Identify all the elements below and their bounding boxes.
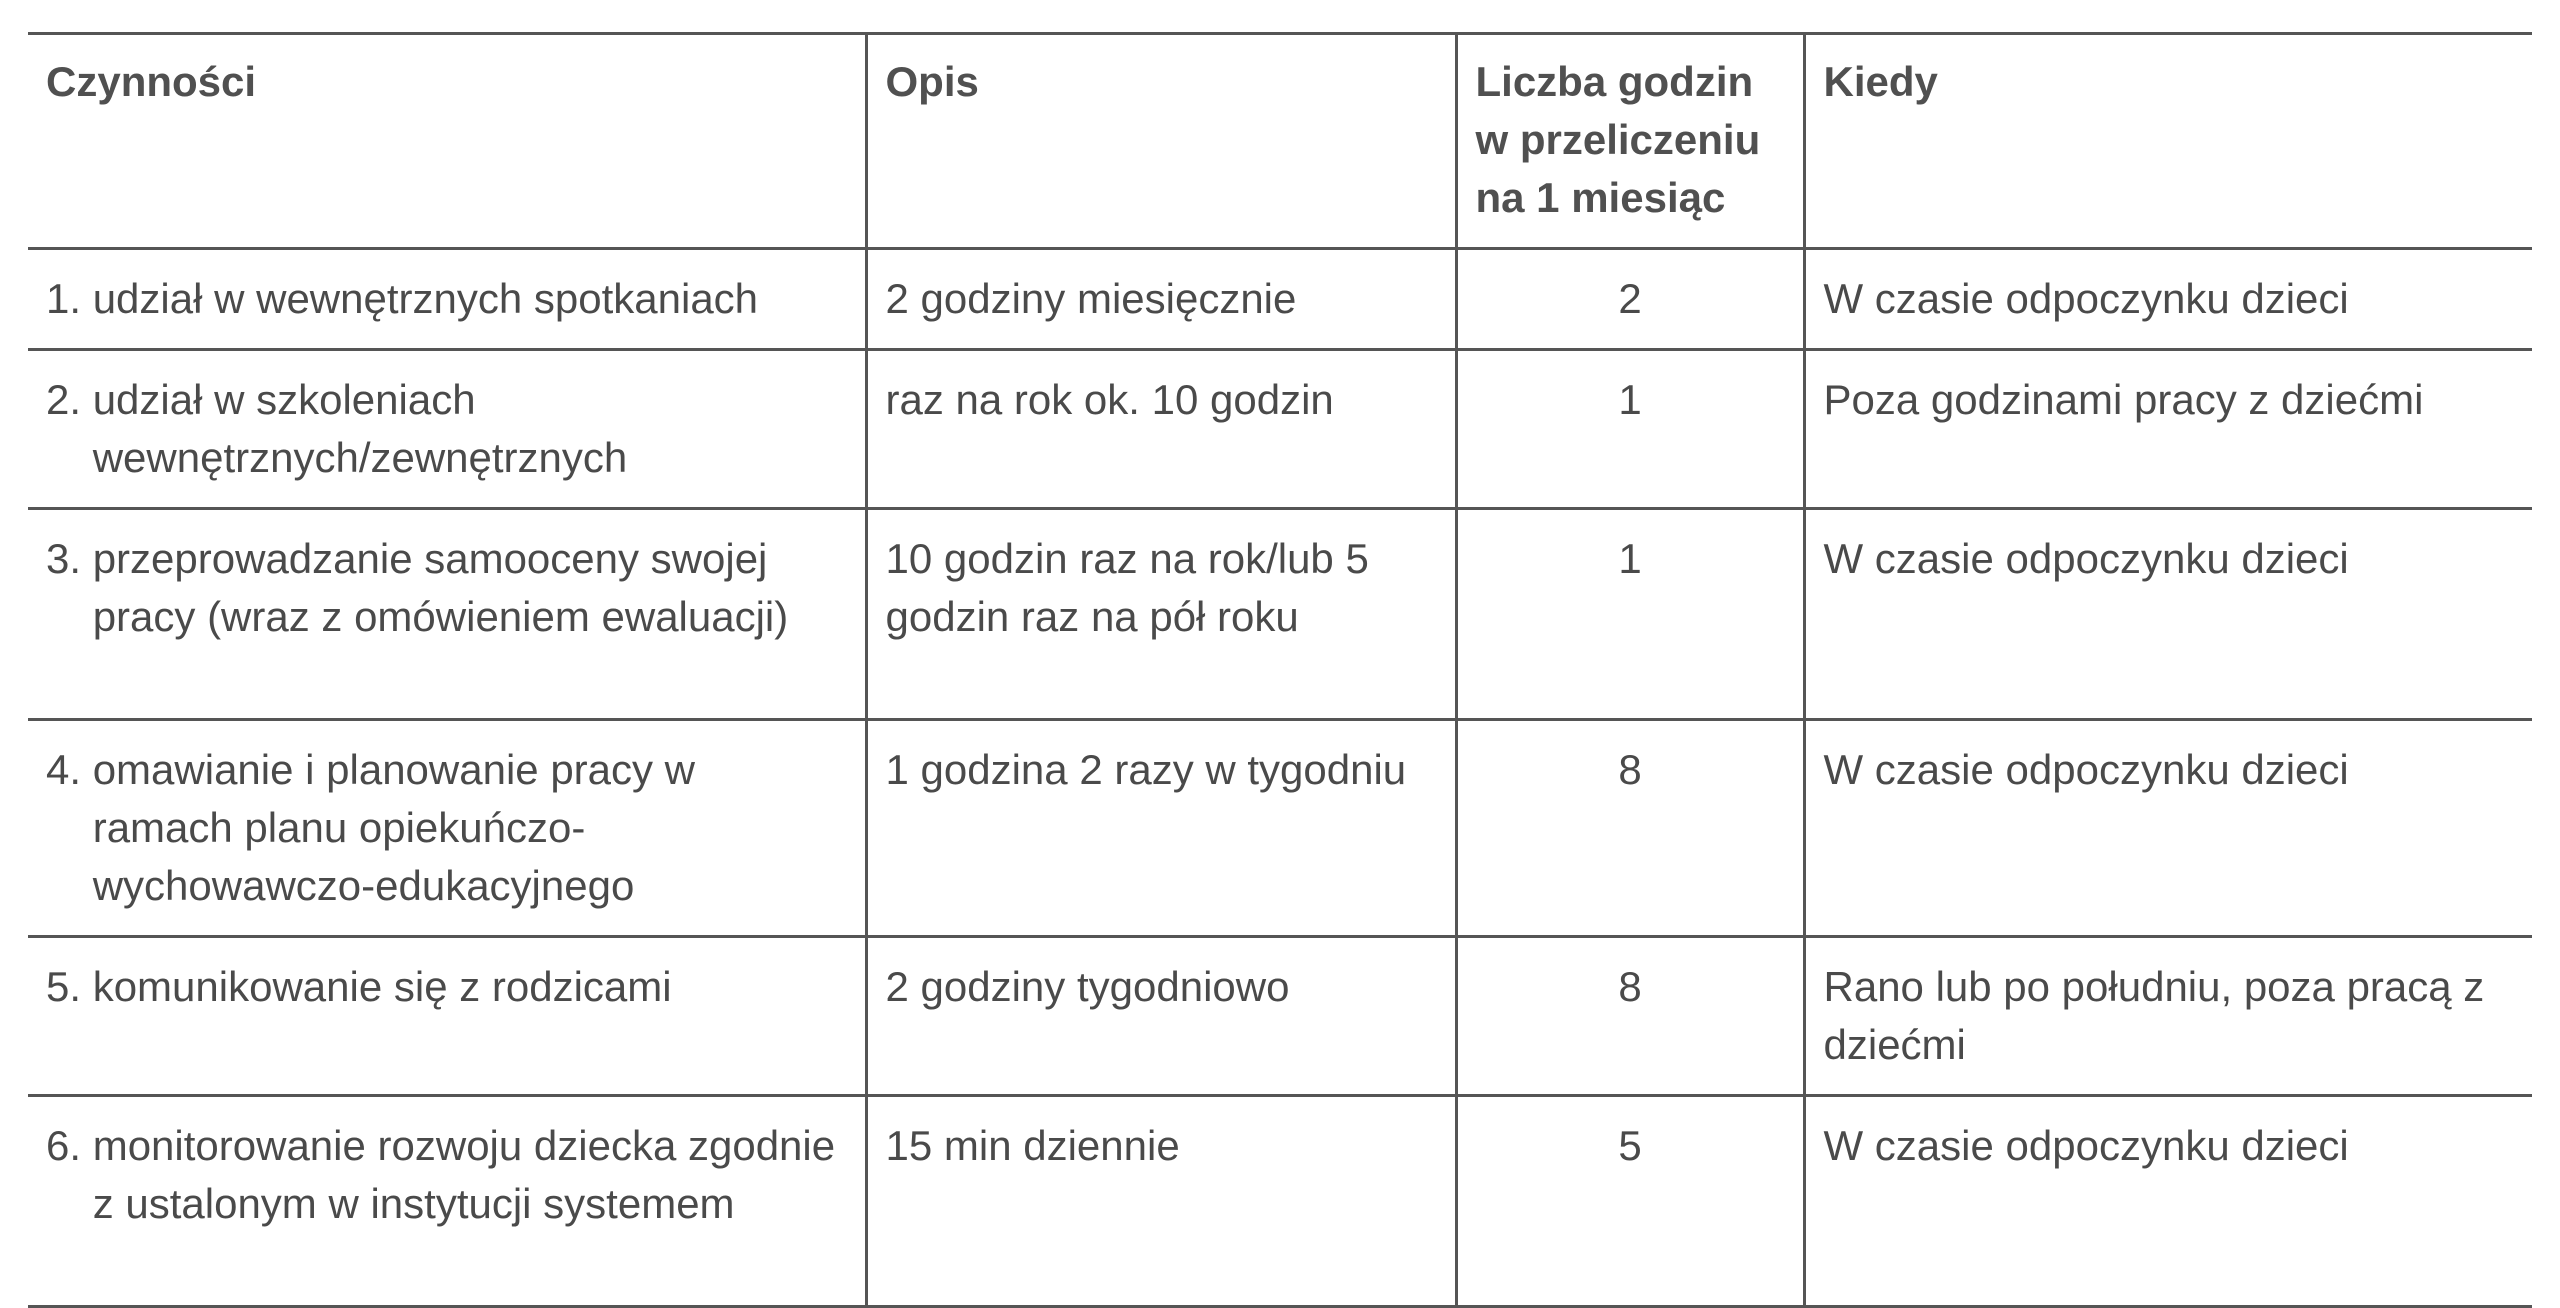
description-cell: 1 godzina 2 razy w tygodniu <box>866 720 1456 937</box>
table-header <box>28 34 2532 249</box>
header-hours <box>1456 34 1804 249</box>
when-cell: W czasie odpoczynku dzieci <box>1804 720 2532 937</box>
activity-cell <box>28 720 866 937</box>
hours-cell: 2 <box>1456 249 1804 350</box>
activities-table <box>28 32 2532 1308</box>
row-number: 5. <box>46 963 82 1010</box>
table-body <box>28 249 2532 1307</box>
header-description: Opis <box>866 34 1456 249</box>
activity-cell <box>28 249 866 350</box>
table-row <box>28 249 2532 350</box>
header-hours-line: Liczba godzin <box>1475 58 1754 105</box>
activity-text: udział w wewnętrznych spotkaniach <box>92 275 759 322</box>
when-cell: W czasie odpoczynku dzieci <box>1804 1096 2532 1307</box>
activity-text: monitorowanie rozwoju dziecka zgodnie z ustalonym w instytucji systemem <box>92 1122 836 1227</box>
activity-cell <box>28 1096 866 1307</box>
table-row <box>28 350 2532 509</box>
table-row <box>28 937 2532 1096</box>
hours-cell: 8 <box>1456 937 1804 1096</box>
hours-cell: 1 <box>1456 350 1804 509</box>
row-number: 6. <box>46 1122 82 1169</box>
description-cell: 15 min dziennie <box>866 1096 1456 1307</box>
hours-cell: 5 <box>1456 1096 1804 1307</box>
row-number: 2. <box>46 376 82 423</box>
header-hours-line: na 1 miesiąc <box>1475 174 1726 221</box>
when-cell: Poza godzinami pracy z dziećmi <box>1804 350 2532 509</box>
description-cell: 2 godziny tygodniowo <box>866 937 1456 1096</box>
table-row <box>28 1096 2532 1307</box>
header-when: Kiedy <box>1804 34 2532 249</box>
activity-cell <box>28 937 866 1096</box>
table-row <box>28 509 2532 720</box>
when-cell: W czasie odpoczynku dzieci <box>1804 249 2532 350</box>
when-cell: Rano lub po południu, poza pracą z dziećmi <box>1804 937 2532 1096</box>
table-row <box>28 720 2532 937</box>
activity-text: udział w szkoleniach wewnętrznych/zewnętrznych <box>92 376 628 481</box>
when-cell: W czasie odpoczynku dzieci <box>1804 509 2532 720</box>
description-cell: 2 godziny miesięcznie <box>866 249 1456 350</box>
row-number: 3. <box>46 535 82 582</box>
header-row <box>28 34 2532 249</box>
description-cell: 10 godzin raz na rok/lub 5 godzin raz na pół roku <box>866 509 1456 720</box>
activity-cell <box>28 350 866 509</box>
hours-cell: 1 <box>1456 509 1804 720</box>
activity-text: omawianie i planowanie pracy w ramach planu opiekuńczo-wychowawczo-edukacyjnego <box>92 746 696 909</box>
row-number: 1. <box>46 275 82 322</box>
activity-text: przeprowadzanie samooceny swojej pracy (wraz z omówieniem ewaluacji) <box>92 535 789 640</box>
row-number: 4. <box>46 746 82 793</box>
hours-cell: 8 <box>1456 720 1804 937</box>
document-page <box>28 32 2532 1308</box>
header-hours-line: w przeliczeniu <box>1475 116 1761 163</box>
header-activity: Czynności <box>28 34 866 249</box>
activity-cell <box>28 509 866 720</box>
description-cell: raz na rok ok. 10 godzin <box>866 350 1456 509</box>
activity-text: komunikowanie się z rodzicami <box>92 963 672 1010</box>
